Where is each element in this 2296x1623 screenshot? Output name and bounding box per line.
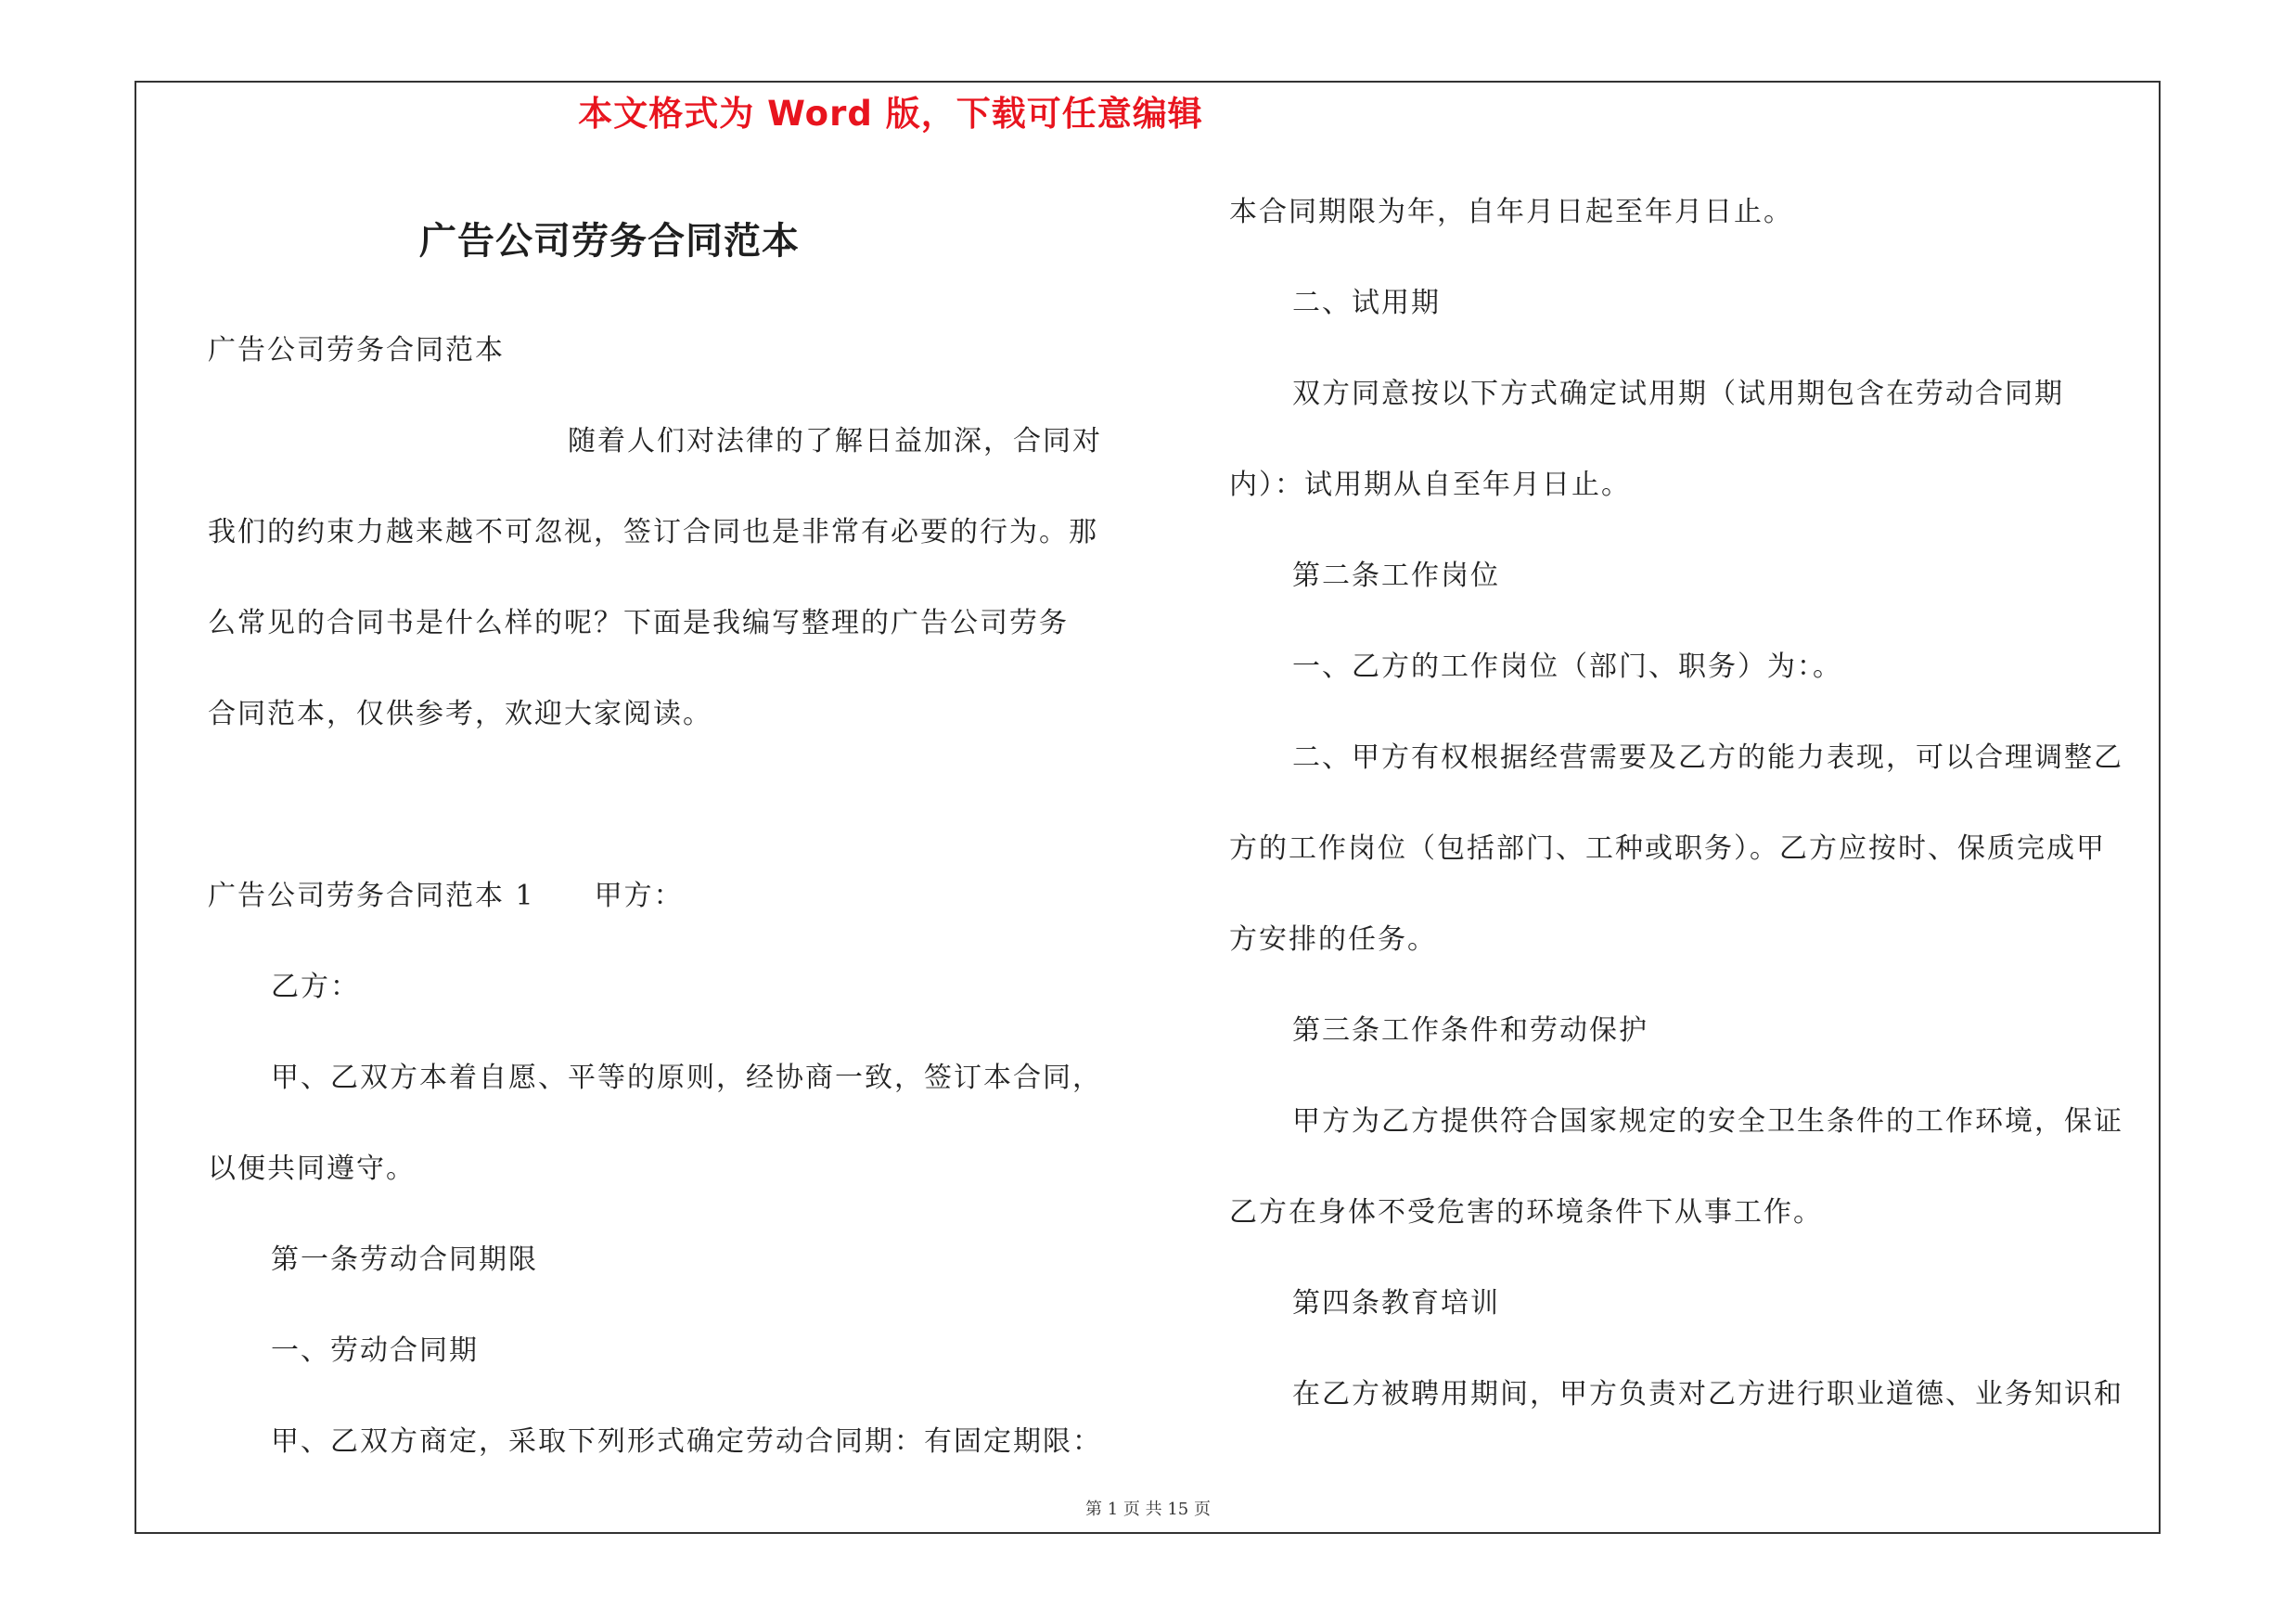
right-line: 本合同期限为年，自年月日起至年月日止。: [1229, 196, 1793, 228]
right-line: 内）：试用期从自至年月日止。: [1229, 469, 1631, 501]
left-line: 么常见的合同书是什么样的呢？下面是我编写整理的广告公司劳务: [208, 607, 1069, 639]
right-line: 第四条教育培训: [1292, 1287, 1500, 1320]
right-line: 二、试用期: [1292, 287, 1441, 319]
right-line: 甲方为乙方提供符合国家规定的安全卫生条件的工作环境，保证: [1292, 1105, 2123, 1138]
right-line: 第二条工作岗位: [1292, 560, 1500, 592]
left-line: 乙方：: [271, 971, 360, 1003]
right-line: 在乙方被聘用期间，甲方负责对乙方进行职业道德、业务知识和: [1292, 1378, 2123, 1410]
right-line: 二、甲方有权根据经营需要及乙方的能力表现，可以合理调整乙: [1292, 741, 2123, 774]
right-line: 方的工作岗位（包括部门、工种或职务）。乙方应按时、保质完成甲: [1229, 832, 2106, 865]
right-line: 乙方在身体不受危害的环境条件下从事工作。: [1229, 1196, 1823, 1229]
page-frame: [135, 81, 2161, 1534]
left-line: 广告公司劳务合同范本: [208, 334, 505, 367]
right-line: 第三条工作条件和劳动保护: [1292, 1014, 1648, 1047]
document-title: 广告公司劳务合同范本: [419, 220, 800, 263]
right-line: 方安排的任务。: [1229, 923, 1437, 956]
format-banner: 本文格式为 Word 版，下载可任意编辑: [578, 94, 1203, 134]
left-line: 随着人们对法律的了解日益加深，合同对: [568, 425, 1102, 457]
right-line: 一、乙方的工作岗位（部门、职务）为：。: [1292, 650, 1842, 683]
left-line: 一、劳动合同期: [271, 1334, 479, 1367]
left-line: 广告公司劳务合同范本 1 甲方：: [208, 880, 684, 912]
left-line: 合同范本，仅供参考，欢迎大家阅读。: [208, 698, 712, 730]
left-line: 第一条劳动合同期限: [271, 1243, 538, 1276]
left-line: 以便共同遵守。: [208, 1153, 416, 1185]
left-line: 我们的约束力越来越不可忽视，签订合同也是非常有必要的行为。那: [208, 516, 1098, 548]
left-line: 甲、乙双方本着自愿、平等的原则，经协商一致，签订本合同，: [271, 1062, 1102, 1094]
left-line: 甲、乙双方商定，采取下列形式确定劳动合同期：有固定期限：: [271, 1425, 1102, 1458]
right-line: 双方同意按以下方式确定试用期（试用期包含在劳动合同期: [1292, 378, 2064, 410]
page-footer: 第 1 页 共 15 页: [1085, 1500, 1211, 1519]
